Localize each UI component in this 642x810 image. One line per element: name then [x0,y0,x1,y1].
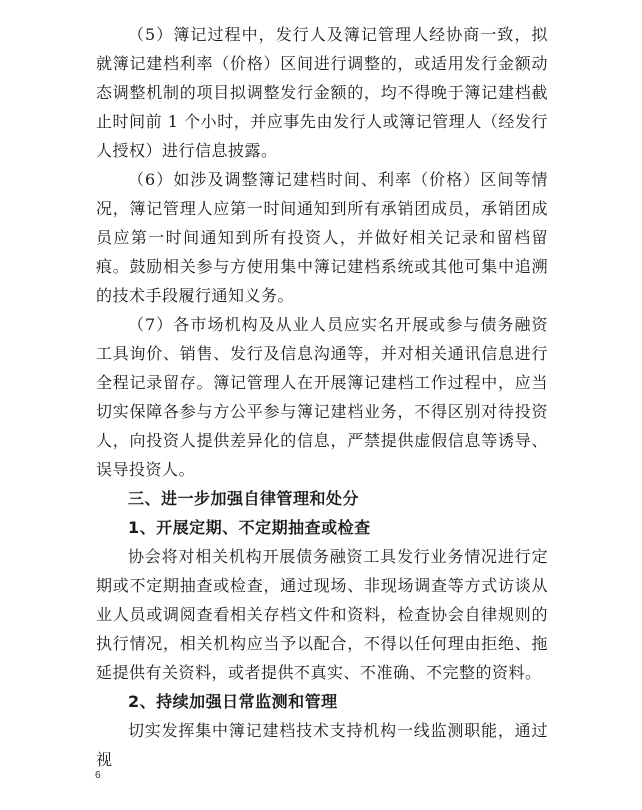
subsection-heading-2: 2、持续加强日常监测和管理 [128,692,338,711]
document-body [96,20,548,774]
paragraph-item-7: （7）各市场机构及从业人员应实名开展或参与债务融资工具询价、销售、发行及信息沟通等，并对相关通讯信息进行全程记录留存。簿记管理人在开展簿记建档工作过程中，应当切实保障各参与方公平参与簿记建档业务，不得区别对待投资人，向投资人提供差异化的信息，严禁提供虚假信息等诱导、误导投资人。 [96,315,548,479]
subsection-heading-1: 1、开展定期、不定期抽查或检查 [128,518,371,537]
page-number: 6 [95,770,101,781]
paragraph-item-6: （6）如涉及调整簿记建档时间、利率（价格）区间等情况，簿记管理人应第一时间通知到所有承销团成员，承销团成员应第一时间通知到所有投资人，并做好相关记录和留档留痕。鼓励相关参与方使用集中簿记建档系统或其他可集中追溯的技术手段履行通知义务。 [96,170,548,305]
paragraph-item-5: （5）簿记过程中，发行人及簿记管理人经协商一致，拟就簿记建档利率（价格）区间进行调整的，或适用发行金额动态调整机制的项目拟调整发行金额的，均不得晚于簿记建档截止时间前 1 个小时，并应事先由发行人或簿记管理人（经发行人授权）进行信息披露。 [96,25,548,160]
subsection-paragraph-2: 切实发挥集中簿记建档技术支持机构一线监测职能，通过视 [96,721,548,769]
section-heading: 三、进一步加强自律管理和处分 [128,489,360,508]
subsection-paragraph-1: 协会将对相关机构开展债务融资工具发行业务情况进行定期或不定期抽查或检查，通过现场、非现场调查等方式访谈从业人员或调阅查看相关存档文件和资料，检查协会自律规则的执行情况，相关机构应当予以配合，不得以任何理由拒绝、拖延提供有关资料，或者提供不真实、不准确、不完整的资料。 [96,547,548,682]
